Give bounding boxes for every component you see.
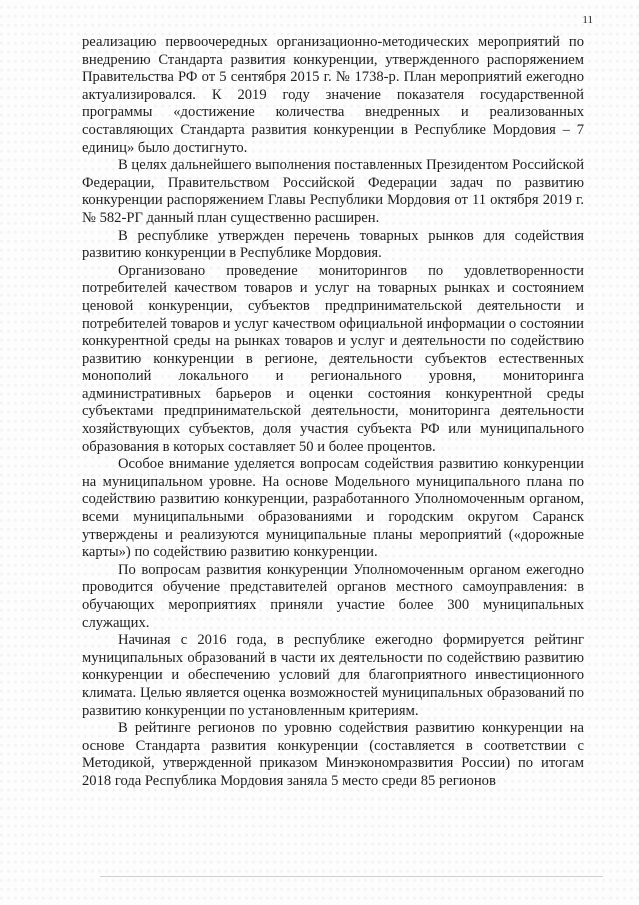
bottom-divider [100,876,603,877]
paragraph-4: Организовано проведение мониторингов по удовлетворенности потребителей качеством товаров и услуг на товарных рынках и состоянием ценовой конкуренции, субъектов предпринимательской деятельности и потребителей товаров и услуг качеством официальной информации о состоянии конкурентной среды на рынках товаров и услуг и деятельности по содействию развитию конкуренции в регионе, деятельности субъектов естественных монополий локального и регионального уровня, мониторинга административных барьеров и оценки состояния конкурентной среды субъектами предпринимательской деятельности, мониторинга деятельности хозяйствующих субъектов, доля участия субъекта РФ или муниципального образования в которых составляет 50 и более процентов. [82,262,584,455]
paragraph-3: В республике утвержден перечень товарных рынков для содействия развитию конкуренции в Республике Мордовия. [82,227,584,262]
paragraph-5: Особое внимание уделяется вопросам содействия развитию конкуренции на муниципальном уровне. На основе Модельного муниципального плана по содействию развитию конкуренции, разработанного Уполномоченным органом, всеми муниципальными образованиями и городским округом Саранск утверждены и реализуются муниципальные планы мероприятий («дорожные карты») по содействию развитию конкуренции. [82,456,584,561]
paragraph-7: Начиная с 2016 года, в республике ежегодно формируется рейтинг муниципальных образований в части их деятельности по содействию развитию конкуренции и обеспечению условий для благоприятного инвестиционного климата. Целью является оценка возможностей муниципальных образований по развитию конкуренции по установленным критериям. [82,632,584,719]
document-body [82,34,584,791]
page-number: 11 [582,14,593,26]
paragraph-2: В целях дальнейшего выполнения поставленных Президентом Российской Федерации, Правительством Российской Федерации задач по развитию конкуренции распоряжением Главы Республики Мордовия от 11 октября 2019 г. № 582-РГ данный план существенно расширен. [82,157,584,226]
paragraph-8: В рейтинге регионов по уровню содействия развитию конкуренции на основе Стандарта развития конкуренции (составляется в соответствии с Методикой, утвержденной приказом Минэкономразвития России) по итогам 2018 года Республика Мордовия заняла 5 место среди 85 регионов [82,720,584,789]
paragraph-6: По вопросам развития конкуренции Уполномоченным органом ежегодно проводится обучение представителей органов местного самоуправления: в обучающих мероприятиях приняли участие более 300 муниципальных служащих. [82,561,584,631]
paragraph-1: реализацию первоочередных организационно-методических мероприятий по внедрению Стандарта развития конкуренции, утвержденного распоряжением Правительства РФ от 5 сентября 2015 г. № 1738-р. План мероприятий ежегодно актуализировался. К 2019 году значение показателя государственной программы «достижение количества внедренных и реализованных составляющих Стандарта развития конкуренции в Республике Мордовия – 7 единиц» было достигнуто. [82,34,584,156]
